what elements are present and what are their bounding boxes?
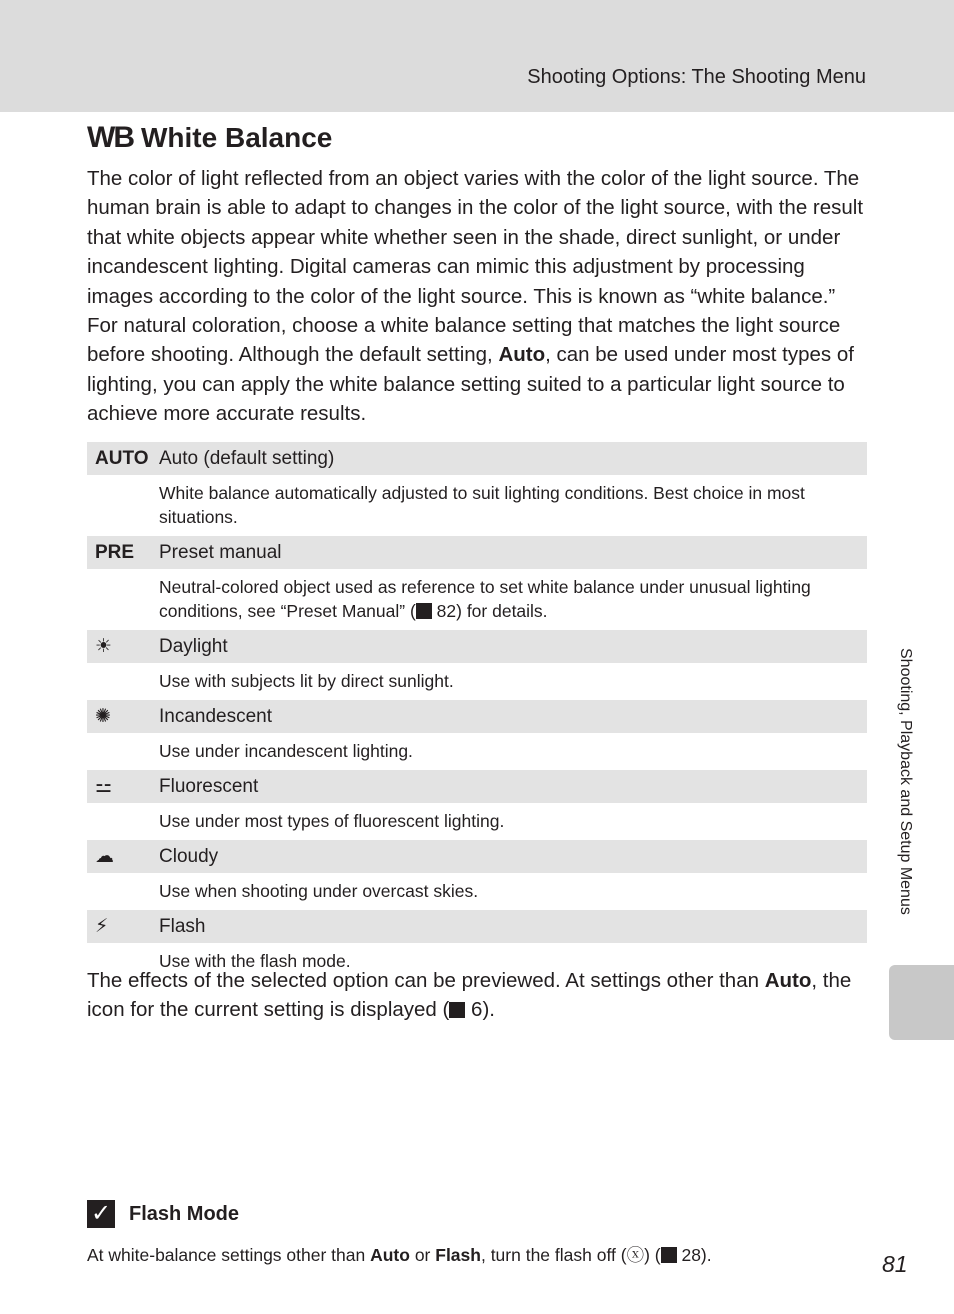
outro-text-1: The effects of the selected option can be previewed. At settings other than (87, 969, 765, 992)
option-desc: Use under most types of fluorescent lighting. (159, 811, 505, 831)
incandescent-icon: ✺ (95, 706, 111, 727)
option-desc: Use under incandescent lighting. (159, 741, 413, 761)
note-text: ) ( (644, 1245, 661, 1265)
options-table (87, 442, 867, 980)
option-label: Fluorescent (159, 775, 259, 797)
white-balance-icon: WB (87, 121, 133, 154)
side-chapter-label: Shooting, Playback and Setup Menus (897, 648, 914, 915)
option-row-incandescent (87, 700, 867, 733)
page-title (87, 121, 332, 155)
option-row-preset (87, 536, 867, 569)
option-row-cloudy (87, 840, 867, 873)
option-row-flash (87, 910, 867, 943)
option-desc-a: Neutral-colored object used as reference to set white balance under unusual lighting conditions, see “Preset Manual” ( (159, 577, 811, 621)
page-number: 81 (882, 1251, 908, 1277)
intro-paragraph (87, 164, 869, 429)
checkmark-icon: ✓ (87, 1200, 115, 1228)
option-label: Cloudy (159, 845, 219, 867)
preset-icon: PRE (95, 541, 135, 563)
note-text: , turn the flash off ( (480, 1245, 627, 1265)
option-desc (87, 569, 867, 630)
intro-text-2: , can be used under most types of lighting, you can apply the white balance setting suited to a particular light source to achieve more accurate results. (87, 343, 854, 426)
page-reference-icon (661, 1247, 677, 1263)
intro-bold: Auto (498, 343, 546, 367)
outro-text-3: 6). (465, 998, 495, 1022)
flash-icon: ⚡ (95, 916, 109, 937)
note-heading (87, 1200, 239, 1228)
cloudy-icon: ☁ (95, 846, 114, 867)
intro-text-1: The color of light reflected from an object varies with the color of the light source. The human brain is able to adapt to changes in the color of the light source, with the result that white objects appear white whether seen in the shade, direct sunlight, or under incandescent lighting. Digital cameras can mimic this adjustment by processing images according to the color of the light source. This is known as “white balance.” For natural coloration, choose a white balance setting that matches the light source before shooting. Although the default setting, (87, 167, 864, 367)
note-text: 28). (676, 1245, 712, 1265)
option-desc: White balance automatically adjusted to suit lighting conditions. Best choice in most situations. (159, 483, 805, 527)
option-label: Preset manual (159, 541, 282, 563)
option-label: Flash (159, 915, 206, 937)
outro-bold: Auto (764, 969, 812, 992)
option-label: Incandescent (159, 705, 273, 727)
note-body (87, 1242, 712, 1267)
option-desc: Use with subjects lit by direct sunlight. (159, 671, 454, 691)
option-row-auto (87, 442, 867, 475)
note-text: At white-balance settings other than (87, 1245, 371, 1265)
page-reference-icon (416, 603, 432, 619)
page-reference-icon (449, 1002, 465, 1018)
page-title-text: White Balance (140, 122, 333, 153)
note-title-text: Flash Mode (129, 1202, 240, 1225)
fluorescent-icon: ⚍ (95, 776, 113, 797)
auto-icon: AUTO (95, 447, 149, 469)
option-row-fluorescent (87, 770, 867, 803)
page-header (0, 0, 954, 112)
option-desc: Use with the flash mode. (159, 951, 351, 971)
option-label: Auto (default setting) (159, 447, 335, 469)
outro-paragraph (87, 966, 869, 1025)
note-bold-flash: Flash (435, 1245, 481, 1265)
note-text: or (409, 1245, 436, 1265)
flash-off-icon: ⓧ (626, 1245, 645, 1265)
outro-text-2: , the icon for the current setting is displayed ( (87, 969, 852, 1022)
section-title: Shooting Options: The Shooting Menu (527, 66, 866, 88)
daylight-icon: ☀ (95, 636, 113, 657)
option-label: Daylight (159, 635, 228, 657)
option-desc-b: 82) for details. (431, 601, 548, 621)
chapter-tab (889, 965, 954, 1040)
note-bold-auto: Auto (370, 1245, 410, 1265)
option-desc: Use when shooting under overcast skies. (159, 881, 479, 901)
option-row-daylight (87, 630, 867, 663)
